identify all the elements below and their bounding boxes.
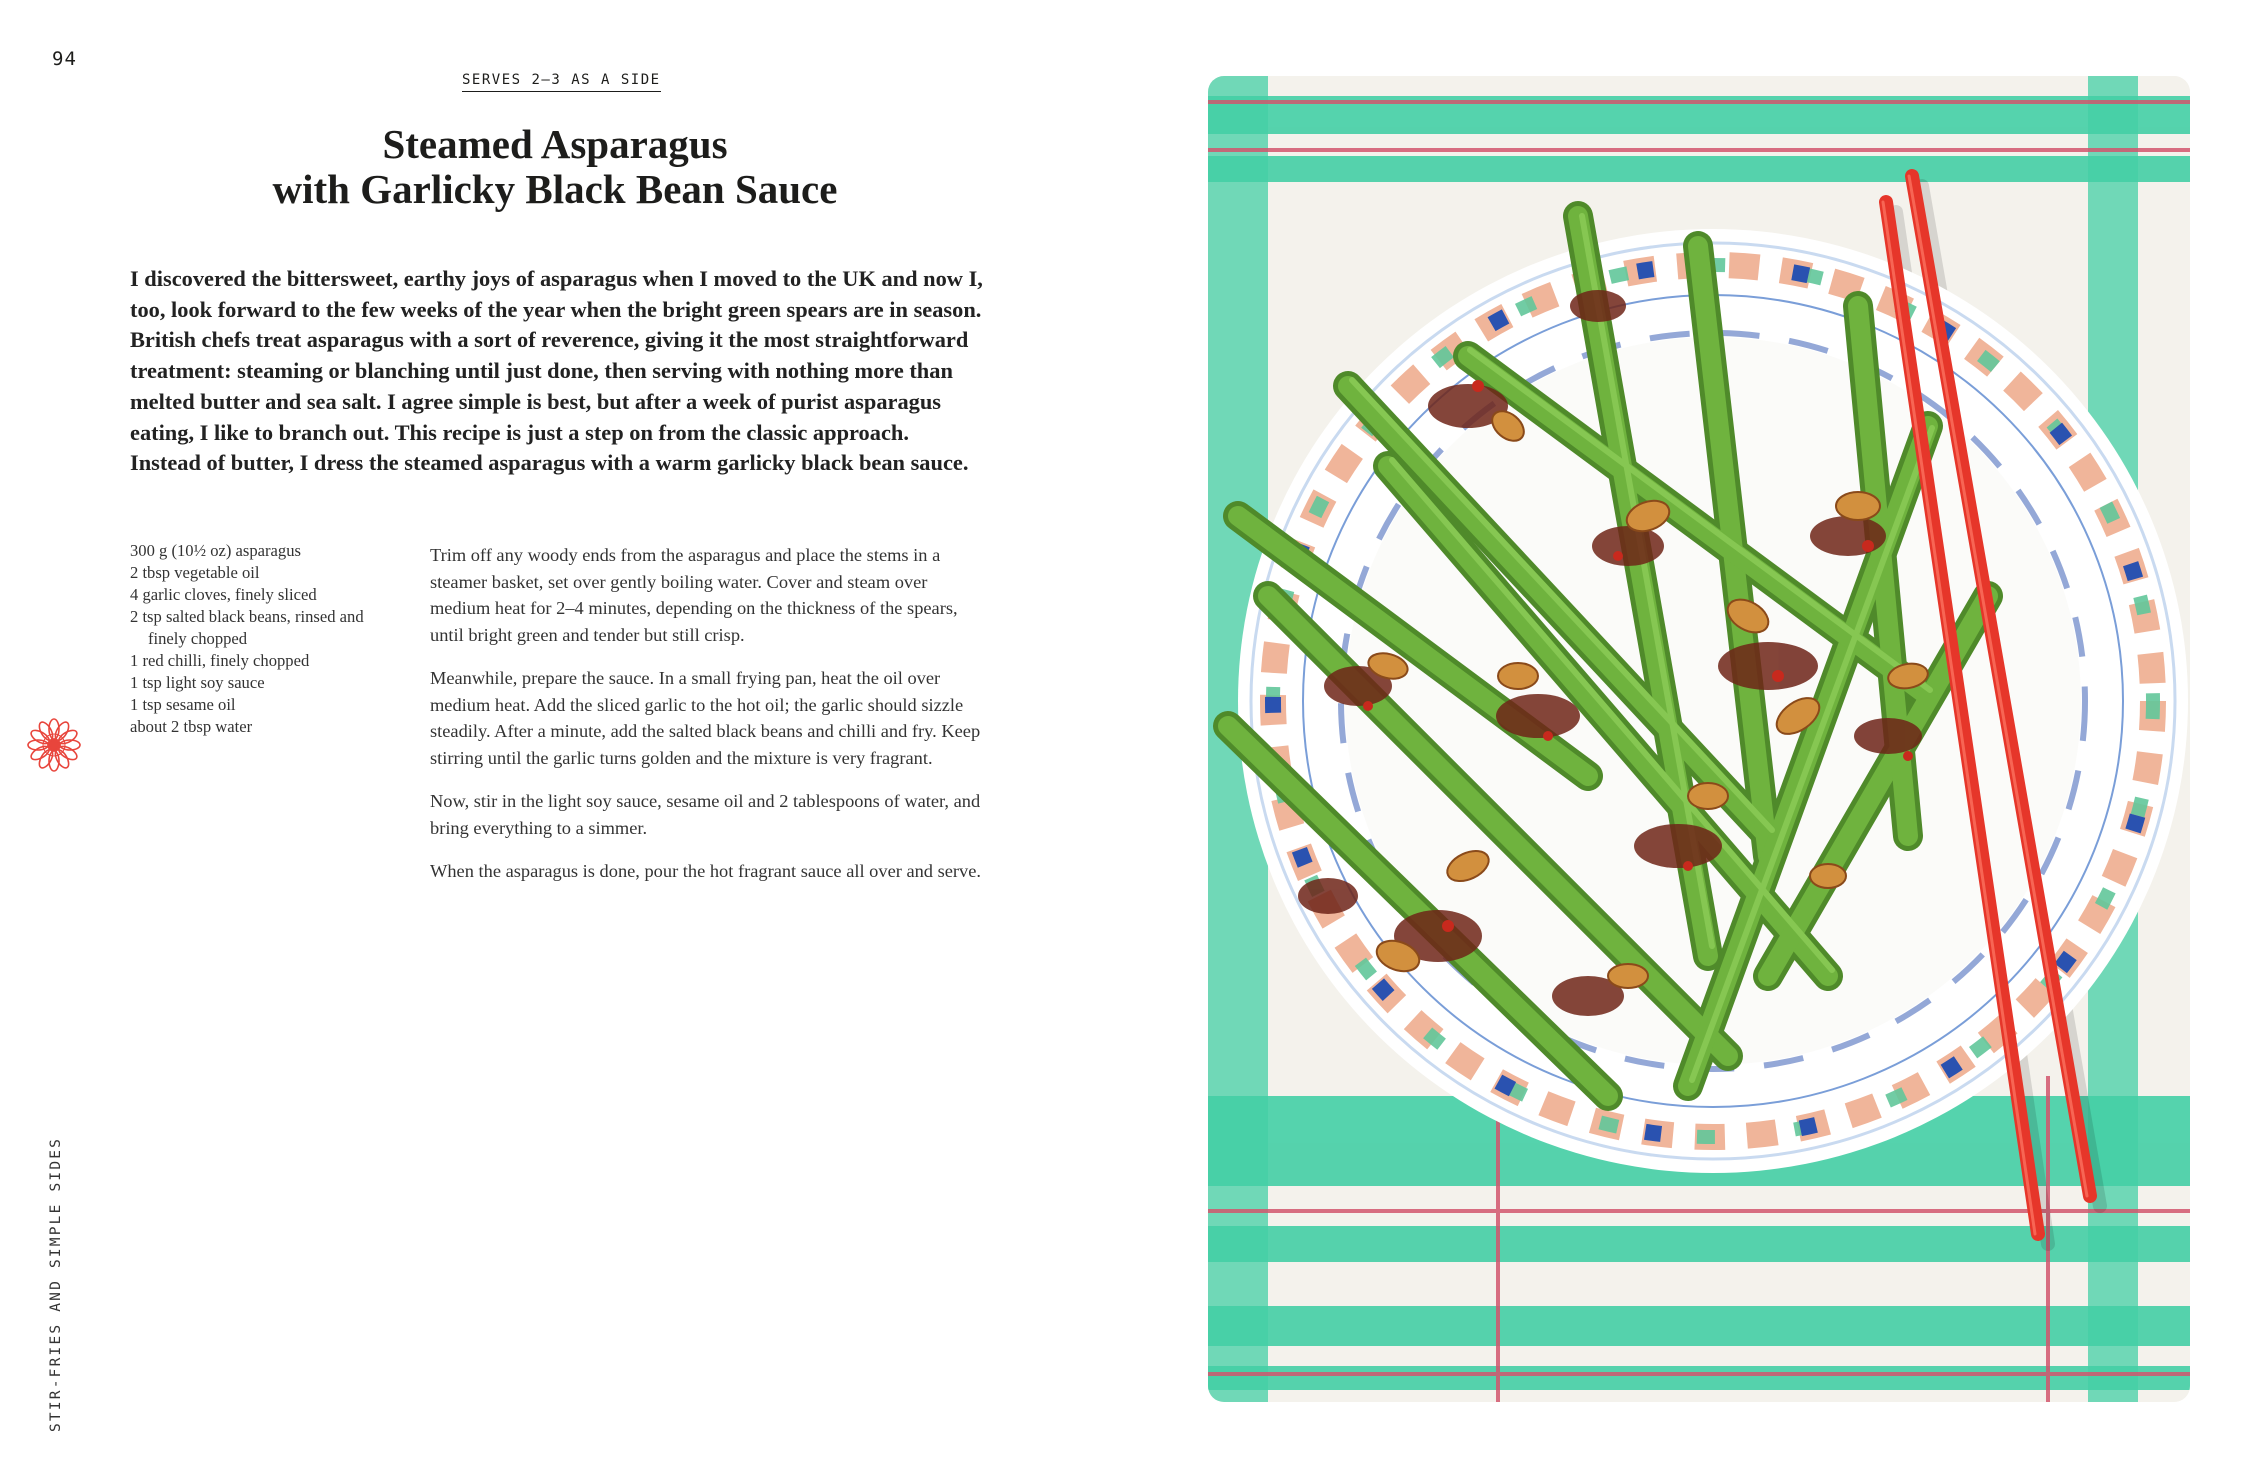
- recipe-title-line-1: Steamed Asparagus: [382, 121, 728, 167]
- photo-illustration: [1208, 76, 2190, 1402]
- flower-icon: [26, 717, 82, 773]
- section-label: STIR-FRIES AND SIMPLE SIDES: [48, 1136, 64, 1432]
- page-number: 94: [52, 48, 77, 70]
- method-step: Meanwhile, prepare the sauce. In a small frying pan, heat the oil over medium heat. Add the sliced garlic to the hot oil; the garlic should sizzle steadily. After a minute, add the salted black beans and chilli and fry. Keep stirring until the garlic turns golden and the mixture is very fragrant.: [430, 668, 981, 768]
- ingredient-item: 4 garlic cloves, finely sliced: [130, 585, 317, 604]
- ingredient-item: 2 tbsp vegetable oil: [130, 563, 260, 582]
- ingredient-item: about 2 tbsp water: [130, 717, 253, 736]
- method-step: When the asparagus is done, pour the hot fragrant sauce all over and serve.: [430, 861, 982, 881]
- ingredient-item: 1 tsp sesame oil: [130, 695, 236, 714]
- asparagus-dish-photo: [1208, 76, 2190, 1402]
- method-step: Trim off any woody ends from the asparagus and place the stems in a steamer basket, set over gently boiling water. Cover and steam over medium heat for 2–4 minutes, depending on the thickness of the spears, until bright green and tender but still crisp.: [430, 545, 958, 645]
- recipe-title-line-2: with Garlicky Black Bean Sauce: [272, 166, 838, 212]
- recipe-intro: I discovered the bittersweet, earthy joys of asparagus when I moved to the UK and now I, too, look forward to the few weeks of the year when the bright green spears are in season. British chefs treat asparagus with a sort of reverence, giving it the most straightforward treatment: steaming or blanching until just done, then serving with nothing more than melted butter and sea salt. I agree simple is best, but after a week of purist asparagus eating, I like to branch out. This recipe is just a step on from the classic approach. Instead of butter, I dress the steamed asparagus with a warm garlicky black bean sauce.: [130, 266, 983, 476]
- method-steps: [430, 542, 985, 902]
- ingredient-item: 1 red chilli, finely chopped: [130, 651, 310, 670]
- ingredient-item: 2 tsp salted black beans, rinsed and finely chopped: [130, 607, 364, 648]
- serves-label: SERVES 2–3 AS A SIDE: [462, 72, 661, 92]
- method-step: Now, stir in the light soy sauce, sesame oil and 2 tablespoons of water, and bring everything to a simmer.: [430, 791, 981, 838]
- ingredient-item: 1 tsp light soy sauce: [130, 673, 265, 692]
- ingredients-list: [130, 540, 390, 738]
- ingredient-item: 300 g (10½ oz) asparagus: [130, 541, 301, 560]
- recipe-title: [130, 122, 980, 212]
